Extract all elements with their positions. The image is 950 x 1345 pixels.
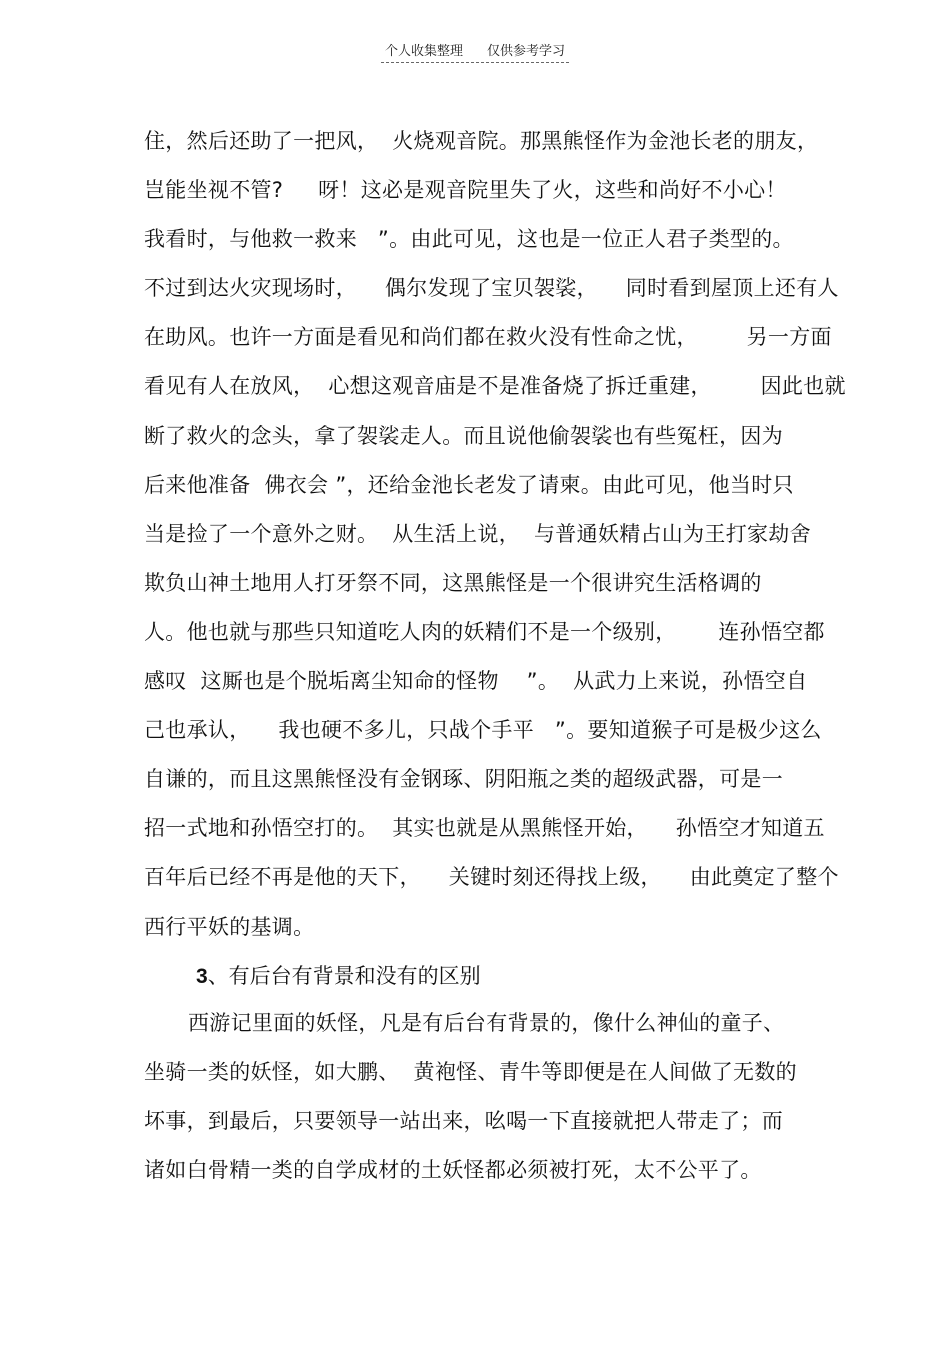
text-line: 百年后已经不再是他的天下， 关键时刻还得找上级， 由此奠定了整个 — [144, 865, 839, 890]
text-line: 西游记里面的妖怪，凡是有后台有背景的，像什么神仙的童子、 — [188, 1010, 785, 1035]
text-line: 断了救火的念头，拿了袈裟走人。而且说他偷袈裟也有些冤枉，因为 — [144, 423, 783, 448]
text-line: 诸如白骨精一类的自学成材的土妖怪都必须被打死，太不公平了。 — [144, 1157, 762, 1182]
text-line: 当是捡了一个意外之财。 从生活上说， 与普通妖精占山为王打家劫舍 — [144, 521, 811, 546]
text-line: 不过到达火灾现场时， 偶尔发现了宝贝袈裟， 同时看到屋顶上还有人 — [144, 276, 839, 301]
text-line: 我看时，与他救一救来 ”。由此可见，这也是一位正人君子类型的。 — [144, 227, 794, 252]
section-heading — [144, 960, 824, 1007]
header-underline — [381, 40, 569, 63]
text-line: 坐骑一类的妖怪，如大鹏、 黄袍怪、青牛等即便是在人间做了无数的 — [144, 1059, 797, 1084]
header-right-text: 仅供参考学习 — [487, 44, 566, 59]
text-line: 西行平妖的基调。 — [144, 914, 315, 939]
text-line: 欺负山神土地用人打牙祭不同，这黑熊怪是一个很讲究生活格调的 — [144, 570, 762, 595]
page-header — [0, 40, 950, 63]
text-line: 己也承认， 我也硬不多儿，只战个手平 ”。要知道猴子可是极少这么 — [144, 718, 822, 743]
header-left-text: 个人收集整理 — [384, 44, 463, 59]
text-line: 看见有人在放风， 心想这观音庙是不是准备烧了拆迁重建， 因此也就 — [144, 374, 846, 399]
paragraph-2 — [144, 1007, 824, 1203]
text-line: 坏事，到最后，只要领导一站出来，吆喝一下直接就把人带走了；而 — [144, 1108, 783, 1133]
text-line: 住，然后还助了一把风， 火烧观音院。那黑熊怪作为金池长老的朋友， — [144, 129, 819, 153]
text-line: 人。他也就与那些只知道吃人肉的妖精们不是一个级别， 连孙悟空都 — [144, 619, 825, 644]
text-line: 后来他准备 佛衣会 ”，还给金池长老发了请柬。由此可见，他当时只 — [144, 472, 794, 497]
section-number: 3 — [196, 964, 208, 988]
paragraph-1 — [144, 125, 846, 960]
section-title: 、有后台有背景和没有的区别 — [207, 963, 481, 988]
text-line: 感叹 这厮也是个脱垢离尘知命的怪物 ”。 从武力上来说，孙悟空自 — [144, 669, 808, 694]
text-line: 在助风。也许一方面是看见和尚们都在救火没有性命之忧， 另一方面 — [144, 325, 832, 350]
text-line: 招一式地和孙悟空打的。 其实也就是从黑熊怪开始， 孙悟空才知道五 — [144, 816, 825, 841]
text-line: 自谦的，而且这黑熊怪没有金钢琢、阴阳瓶之类的超级武器，可是一 — [144, 767, 783, 792]
text-line: 岂能坐视不管? 呀！这必是观音院里失了火，这些和尚好不小心！ — [144, 178, 787, 203]
body-text — [144, 125, 846, 1203]
